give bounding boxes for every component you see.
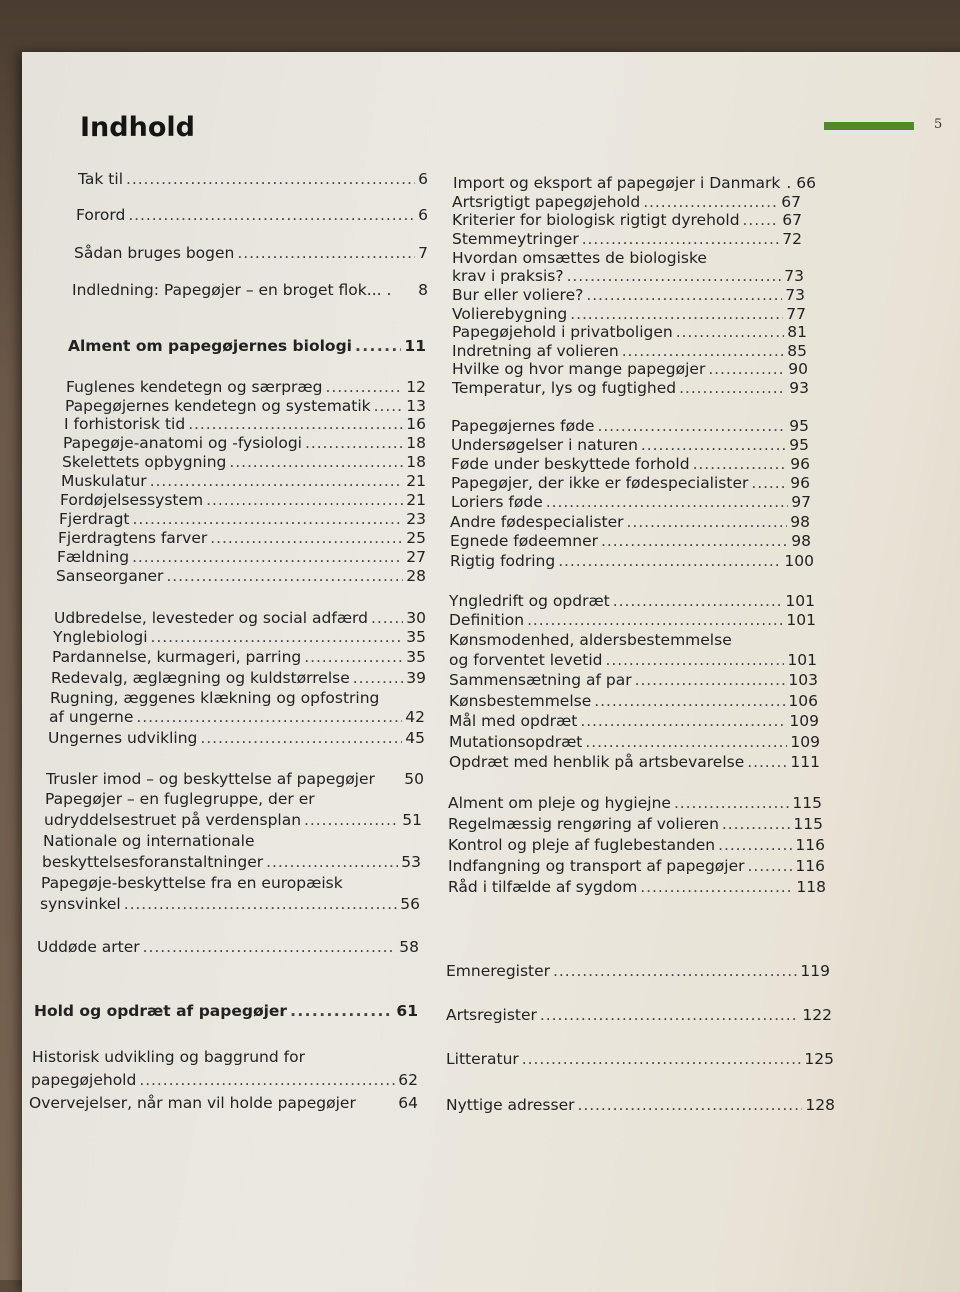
dot-leader bbox=[546, 493, 789, 512]
toc-entry-title: Muskulatur bbox=[61, 472, 147, 490]
dot-leader bbox=[353, 669, 404, 688]
toc-entry-title: Papegøje-beskyttelse fra en europæisk bbox=[41, 874, 343, 892]
toc-entry-title: papegøjehold bbox=[31, 1071, 137, 1089]
toc-entry-page: 111 bbox=[790, 753, 820, 771]
dot-leader bbox=[748, 857, 793, 876]
toc-entry bbox=[449, 712, 819, 731]
toc-entry-page: 21 bbox=[406, 472, 426, 490]
toc-entry-page: 28 bbox=[406, 567, 426, 585]
dot-leader bbox=[635, 671, 786, 690]
toc-entry-page: 6 bbox=[418, 170, 428, 188]
toc-entry bbox=[44, 811, 422, 830]
toc-entry bbox=[40, 895, 420, 914]
page-title: Indhold bbox=[80, 112, 195, 143]
toc-entry bbox=[451, 417, 809, 436]
toc-entry-page: 35 bbox=[406, 628, 426, 646]
toc-entry-title: beskyttelsesforanstaltninger bbox=[42, 853, 264, 871]
toc-entry-title: Rugning, æggenes klækning og opfostring bbox=[50, 689, 380, 707]
dot-leader bbox=[594, 692, 785, 711]
dot-leader bbox=[613, 592, 783, 611]
toc-entry bbox=[452, 211, 802, 230]
toc-entry-title: Kriterier for biologisk rigtigt dyrehold bbox=[452, 211, 740, 229]
toc-entry bbox=[448, 857, 825, 876]
toc-entry-page: 67 bbox=[781, 193, 801, 211]
toc-entry bbox=[34, 1002, 418, 1021]
dot-leader bbox=[304, 811, 399, 830]
dot-leader bbox=[374, 397, 404, 416]
dot-leader bbox=[229, 453, 403, 472]
green-marker-bar bbox=[824, 122, 914, 130]
toc-entry-title: Papegøjehold i privatboligen bbox=[452, 323, 673, 341]
toc-entry-page: 73 bbox=[784, 267, 804, 285]
toc-entry-title: Egnede fødeemner bbox=[450, 532, 598, 550]
dot-leader bbox=[627, 513, 788, 532]
dot-leader bbox=[580, 712, 786, 731]
toc-entry bbox=[452, 286, 805, 305]
toc-entry bbox=[68, 337, 426, 356]
toc-entry bbox=[62, 453, 426, 472]
toc-entry-page: 95 bbox=[789, 417, 809, 435]
toc-entry bbox=[452, 360, 808, 379]
toc-entry-page: 13 bbox=[406, 397, 426, 415]
toc-entry-title: Sammensætning af par bbox=[449, 671, 632, 689]
toc-entry-page: 85 bbox=[787, 342, 807, 360]
toc-entry bbox=[452, 230, 802, 249]
toc-entry bbox=[58, 529, 426, 548]
dot-leader bbox=[640, 878, 793, 897]
toc-entry bbox=[37, 938, 419, 957]
toc-entry-page: 27 bbox=[406, 548, 426, 566]
dot-leader bbox=[708, 360, 785, 379]
toc-entry-page: 115 bbox=[793, 815, 823, 833]
dot-leader bbox=[570, 305, 783, 324]
toc-entry bbox=[448, 836, 825, 855]
dot-leader bbox=[210, 529, 403, 548]
toc-entry-page: 39 bbox=[406, 669, 426, 687]
toc-entry-title: Nyttige adresser bbox=[446, 1096, 575, 1114]
toc-entry bbox=[46, 770, 424, 789]
toc-entry bbox=[54, 609, 426, 628]
toc-entry bbox=[61, 472, 426, 491]
toc-entry-page: 18 bbox=[406, 434, 426, 452]
toc-entry-page: 50 bbox=[404, 770, 424, 788]
toc-entry-title: Regelmæssig rengøring af volieren bbox=[448, 815, 719, 833]
dot-leader bbox=[143, 938, 397, 957]
toc-entry-title: Rigtig fodring bbox=[450, 552, 556, 570]
dot-leader bbox=[371, 609, 403, 628]
toc-entry bbox=[56, 567, 426, 586]
toc-entry-page: 16 bbox=[406, 415, 426, 433]
toc-entry bbox=[446, 1096, 835, 1115]
toc-entry bbox=[78, 170, 428, 189]
toc-entry-title: Føde under beskyttede forhold bbox=[451, 455, 690, 473]
toc-entry bbox=[452, 305, 806, 324]
toc-entry-title: Papegøjer – en fuglegruppe, der er bbox=[45, 790, 315, 808]
dot-leader bbox=[747, 753, 787, 772]
toc-entry bbox=[65, 397, 426, 416]
toc-entry-title: Skelettets opbygning bbox=[62, 453, 227, 471]
toc-entry bbox=[59, 510, 426, 529]
dot-leader bbox=[578, 1096, 803, 1115]
toc-entry-title: Artsregister bbox=[446, 1006, 537, 1024]
dot-leader bbox=[206, 491, 403, 510]
dot-leader bbox=[674, 794, 789, 813]
dot-leader bbox=[558, 552, 781, 571]
toc-entry-title: Yngledrift og opdræt bbox=[449, 592, 610, 610]
toc-entry bbox=[450, 532, 811, 551]
dot-leader bbox=[151, 628, 404, 647]
toc-entry-title: af ungerne bbox=[49, 708, 134, 726]
toc-entry-page: 109 bbox=[790, 733, 820, 751]
toc-entry-page: 96 bbox=[790, 455, 810, 473]
dot-leader bbox=[586, 286, 782, 305]
toc-entry bbox=[449, 733, 820, 752]
toc-entry-title: Papegøjer, der ikke er fødespecialister bbox=[451, 474, 749, 492]
toc-entry-title: Forord bbox=[76, 206, 126, 224]
dot-leader bbox=[132, 510, 403, 529]
toc-entry-page: 53 bbox=[401, 853, 421, 871]
toc-entry-title: Opdræt med henblik på artsbevarelse bbox=[449, 753, 745, 771]
dot-leader bbox=[641, 436, 786, 455]
toc-entry-page: 101 bbox=[787, 651, 817, 669]
toc-entry-title: Sådan bruges bogen bbox=[74, 244, 235, 262]
dot-leader bbox=[582, 230, 780, 249]
dot-leader bbox=[290, 1002, 393, 1021]
toc-entry-page: 35 bbox=[406, 648, 426, 666]
toc-entry bbox=[57, 548, 426, 567]
toc-entry-page: 30 bbox=[406, 609, 426, 627]
toc-entry-page: 122 bbox=[802, 1006, 832, 1024]
toc-entry-page: 7 bbox=[418, 244, 428, 262]
toc-entry bbox=[446, 962, 830, 981]
toc-entry bbox=[446, 1006, 832, 1025]
dot-leader bbox=[266, 853, 398, 872]
toc-entry bbox=[48, 729, 425, 748]
toc-entry-page: 116 bbox=[795, 857, 825, 875]
toc-entry-page: 18 bbox=[406, 453, 426, 471]
toc-entry-page: 58 bbox=[399, 938, 419, 956]
toc-entry bbox=[450, 552, 814, 571]
toc-entry bbox=[449, 592, 815, 611]
toc-entry bbox=[63, 434, 426, 453]
toc-entry bbox=[449, 611, 816, 630]
dot-leader bbox=[126, 170, 415, 189]
toc-entry bbox=[452, 193, 801, 212]
toc-entry-title: Trusler imod – og beskyttelse af papegøjer bbox=[46, 770, 375, 788]
toc-entry bbox=[49, 708, 425, 727]
toc-entry-title: Nationale og internationale bbox=[43, 832, 255, 850]
toc-entry-title: Uddøde arter bbox=[37, 938, 140, 956]
dot-leader bbox=[693, 455, 788, 474]
toc-entry-page: 101 bbox=[785, 592, 815, 610]
toc-entry bbox=[32, 1048, 305, 1067]
dot-leader bbox=[527, 611, 783, 630]
toc-entry bbox=[448, 815, 823, 834]
toc-entry-title: I forhistorisk tid bbox=[64, 415, 186, 433]
toc-entry bbox=[451, 436, 809, 455]
toc-entry bbox=[29, 1094, 418, 1113]
dot-leader bbox=[718, 836, 792, 855]
toc-entry-page: 45 bbox=[405, 729, 425, 747]
toc-entry bbox=[452, 379, 809, 398]
dot-leader bbox=[553, 962, 797, 981]
toc-entry-title: Kønsbestemmelse bbox=[449, 692, 592, 710]
toc-entry-page: 97 bbox=[791, 493, 811, 511]
dot-leader bbox=[676, 323, 785, 342]
toc-entry-page: 103 bbox=[788, 671, 818, 689]
toc-entry bbox=[446, 1050, 834, 1069]
toc-entry-page: 118 bbox=[796, 878, 826, 896]
toc-entry-page: 8 bbox=[418, 281, 428, 299]
toc-entry bbox=[449, 631, 732, 650]
toc-entry-page: 23 bbox=[406, 510, 426, 528]
toc-entry bbox=[51, 669, 426, 688]
dot-leader bbox=[643, 193, 778, 212]
toc-entry-page: 25 bbox=[406, 529, 426, 547]
toc-entry-page: 106 bbox=[788, 692, 818, 710]
toc-entry bbox=[31, 1071, 418, 1090]
toc-entry-page: 101 bbox=[786, 611, 816, 629]
toc-entry bbox=[452, 249, 707, 268]
dot-leader bbox=[622, 342, 785, 361]
toc-entry-page: 51 bbox=[402, 811, 422, 829]
toc-entry-title: Ungernes udvikling bbox=[48, 729, 198, 747]
toc-entry-page: 90 bbox=[788, 360, 808, 378]
toc-entry-page: 116 bbox=[795, 836, 825, 854]
toc-entry-title: Definition bbox=[449, 611, 525, 629]
dot-leader bbox=[150, 472, 404, 491]
toc-entry-page: 100 bbox=[784, 552, 814, 570]
dot-leader bbox=[124, 895, 398, 914]
toc-entry-title: Loriers føde bbox=[451, 493, 543, 511]
toc-entry bbox=[42, 853, 421, 872]
toc-entry-title: Pardannelse, kurmageri, parring bbox=[52, 648, 302, 666]
toc-entry-page: 62 bbox=[398, 1071, 418, 1089]
toc-entry-title: Hvordan omsættes de biologiske bbox=[452, 249, 707, 267]
toc-entry-title: Papegøje-anatomi og -fysiologi bbox=[63, 434, 302, 452]
toc-entry-title: Andre fødespecialister bbox=[450, 513, 624, 531]
toc-entry-page: 61 bbox=[396, 1002, 418, 1020]
toc-entry-title: Indledning: Papegøjer – en broget flok... . bbox=[72, 281, 392, 299]
dot-leader bbox=[522, 1050, 802, 1069]
toc-entry-title: Fordøjelsessystem bbox=[60, 491, 204, 509]
toc-entry-title: Temperatur, lys og fugtighed bbox=[452, 379, 677, 397]
toc-entry bbox=[451, 474, 810, 493]
toc-entry-title: Papegøjernes føde bbox=[451, 417, 595, 435]
toc-entry bbox=[60, 491, 426, 510]
toc-entry-page: 81 bbox=[787, 323, 807, 341]
toc-entry-title: Alment om pleje og hygiejne bbox=[448, 794, 671, 812]
toc-entry-title: Kønsmodenhed, aldersbestemmelse bbox=[449, 631, 732, 649]
toc-entry-title: Redevalg, æglægning og kuldstørrelse bbox=[51, 669, 350, 687]
dot-leader bbox=[166, 567, 403, 586]
dot-leader bbox=[567, 267, 782, 286]
toc-entry-title: krav i praksis? bbox=[452, 267, 564, 285]
toc-entry bbox=[66, 378, 426, 397]
toc-entry-title: Fuglenes kendetegn og særpræg bbox=[66, 378, 323, 396]
toc-entry-title: Mutationsopdræt bbox=[449, 733, 583, 751]
dot-leader bbox=[597, 417, 786, 436]
dot-leader bbox=[585, 733, 787, 752]
toc-entry-title: Hold og opdræt af papegøjer bbox=[34, 1002, 288, 1020]
dot-leader bbox=[237, 244, 415, 263]
toc-entry-page: 128 bbox=[805, 1096, 835, 1114]
toc-entry-page: 95 bbox=[789, 436, 809, 454]
toc-entry bbox=[450, 513, 810, 532]
toc-entry-title: Stemmeytringer bbox=[452, 230, 579, 248]
toc-entry-title: Mål med opdræt bbox=[449, 712, 578, 730]
toc-entry bbox=[453, 174, 816, 193]
dot-leader bbox=[304, 648, 403, 667]
toc-entry-title: Kontrol og pleje af fuglebestanden bbox=[448, 836, 716, 854]
toc-entry-page: 96 bbox=[790, 474, 810, 492]
dot-leader bbox=[325, 378, 403, 397]
toc-entry-page: 119 bbox=[800, 962, 830, 980]
toc-entry-title: Overvejelser, når man vil holde papegøjer bbox=[29, 1094, 356, 1112]
dot-leader bbox=[601, 532, 788, 551]
toc-entry-title: Artsrigtigt papegøjehold bbox=[452, 193, 641, 211]
toc-entry-title: udryddelsestruet på verdensplan bbox=[44, 811, 302, 829]
toc-entry bbox=[449, 671, 818, 690]
dot-leader bbox=[606, 651, 785, 670]
toc-entry-page: 98 bbox=[790, 513, 810, 531]
toc-entry bbox=[72, 281, 428, 300]
dot-leader bbox=[305, 434, 403, 453]
toc-entry bbox=[53, 628, 426, 647]
toc-entry-title: Råd i tilfælde af sygdom bbox=[448, 878, 638, 896]
toc-entry-title: Ynglebiologi bbox=[53, 628, 148, 646]
toc-entry-title: Fjerdragtens farver bbox=[58, 529, 208, 547]
toc-entry-title: og forventet levetid bbox=[449, 651, 603, 669]
toc-entry-page: 72 bbox=[782, 230, 802, 248]
toc-entry-title: Bur eller voliere? bbox=[452, 286, 584, 304]
toc-entry-page: 67 bbox=[782, 211, 802, 229]
dot-leader bbox=[128, 206, 415, 225]
dot-leader bbox=[679, 379, 786, 398]
toc-entry-title: Fjerdragt bbox=[59, 510, 130, 528]
toc-entry-title: Import og eksport af papegøjer i Danmark bbox=[453, 174, 781, 192]
dot-leader bbox=[200, 729, 402, 748]
toc-entry-title: Tak til bbox=[78, 170, 123, 188]
toc-entry-page: 115 bbox=[792, 794, 822, 812]
dot-leader bbox=[139, 1071, 395, 1090]
toc-entry bbox=[451, 455, 810, 474]
toc-entry-page: 11 bbox=[404, 337, 426, 355]
toc-entry bbox=[449, 692, 818, 711]
toc-entry-page: 56 bbox=[400, 895, 420, 913]
toc-entry-title: Udbredelse, levesteder og social adfærd bbox=[54, 609, 368, 627]
toc-entry bbox=[76, 206, 428, 225]
toc-entry bbox=[74, 244, 428, 263]
toc-entry-title: Sanseorganer bbox=[56, 567, 164, 585]
dot-leader bbox=[540, 1006, 800, 1025]
toc-entry-title: synsvinkel bbox=[40, 895, 121, 913]
page-number: 5 bbox=[934, 117, 943, 132]
toc-entry-title: Undersøgelser i naturen bbox=[451, 436, 638, 454]
toc-entry-page: 125 bbox=[804, 1050, 834, 1068]
toc-entry-page: 93 bbox=[789, 379, 809, 397]
toc-entry bbox=[50, 689, 426, 708]
toc-entry bbox=[449, 651, 817, 670]
toc-entry-title: Alment om papegøjernes biologi bbox=[68, 337, 352, 355]
dot-leader bbox=[355, 337, 401, 356]
toc-entry-page: 64 bbox=[398, 1094, 418, 1112]
toc-entry-title: Indfangning og transport af papegøjer bbox=[448, 857, 745, 875]
toc-entry-page: 98 bbox=[791, 532, 811, 550]
toc-entry-page: 6 bbox=[418, 206, 428, 224]
toc-entry bbox=[448, 794, 822, 813]
toc-entry bbox=[452, 267, 804, 286]
toc-entry bbox=[451, 493, 811, 512]
toc-entry-title: Indretning af volieren bbox=[452, 342, 619, 360]
toc-entry-title: Emneregister bbox=[446, 962, 551, 980]
toc-entry-title: Fældning bbox=[57, 548, 130, 566]
toc-entry bbox=[41, 874, 343, 893]
toc-entry bbox=[452, 323, 807, 342]
dot-leader bbox=[751, 474, 787, 493]
toc-entry-title: Papegøjernes kendetegn og systematik bbox=[65, 397, 371, 415]
toc-entry-title: Historisk udvikling og baggrund for bbox=[32, 1048, 305, 1066]
dot-leader bbox=[722, 815, 791, 834]
toc-entry bbox=[45, 790, 315, 809]
toc-entry-title: Litteratur bbox=[446, 1050, 519, 1068]
toc-entry-page: 42 bbox=[405, 708, 425, 726]
toc-entry bbox=[43, 832, 255, 851]
dot-leader bbox=[136, 708, 402, 727]
toc-entry-title: Hvilke og hvor mange papegøjer bbox=[452, 360, 706, 378]
toc-entry-page: 77 bbox=[786, 305, 806, 323]
toc-entry-page: 109 bbox=[789, 712, 819, 730]
toc-entry bbox=[52, 648, 426, 667]
toc-entry-page: . 66 bbox=[786, 174, 816, 192]
toc-entry-title: Volierebygning bbox=[452, 305, 568, 323]
toc-entry bbox=[448, 878, 826, 897]
dot-leader bbox=[743, 211, 780, 230]
toc-entry bbox=[452, 342, 807, 361]
dot-leader bbox=[132, 548, 403, 567]
toc-entry bbox=[64, 415, 426, 434]
toc-entry-page: 73 bbox=[785, 286, 805, 304]
toc-entry bbox=[449, 753, 820, 772]
toc-entry-page: 12 bbox=[406, 378, 426, 396]
dot-leader bbox=[188, 415, 403, 434]
toc-entry-page: 21 bbox=[406, 491, 426, 509]
